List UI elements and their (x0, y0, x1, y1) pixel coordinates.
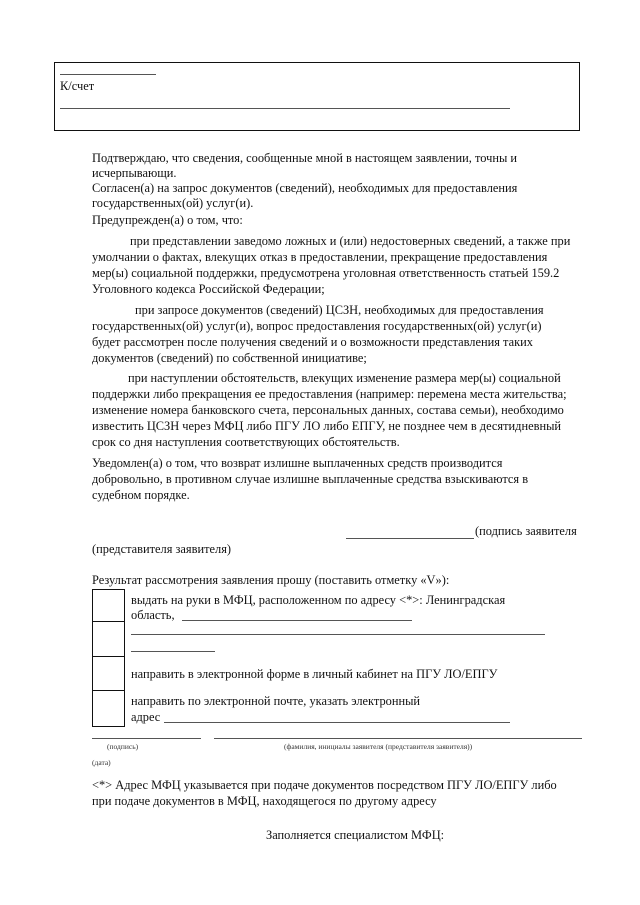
note-line-2: при подаче документов в МФЦ, находящегося по другому адресу (92, 794, 437, 808)
account-box (54, 62, 580, 131)
account-line-top (60, 74, 156, 75)
footer-date-line[interactable] (500, 738, 582, 739)
account-number-line[interactable] (60, 108, 510, 109)
footer-signature-caption: (подпись) (107, 742, 139, 751)
checkbox-hand-delivery[interactable] (92, 589, 125, 622)
signature-label-2: (представителя заявителя) (92, 542, 232, 556)
option-hand-delivery-line-2: область, (131, 608, 175, 622)
warning-1-line-4: Уголовного кодекса Российской Федерации; (92, 282, 325, 296)
warned-heading: Предупрежден(а) о том, что: (92, 213, 243, 227)
warning-3-line-3: изменение номера банковского счета, персональных данных, состава семьи), необходимо (92, 403, 564, 417)
notified-line-3: судебном порядке. (92, 488, 190, 502)
mfc-address-line-1[interactable] (182, 620, 412, 621)
applicant-signature-line[interactable] (346, 538, 474, 539)
checkbox-personal-cabinet[interactable] (92, 656, 125, 691)
warning-1-line-3: мер(ы) социальной поддержки, предусмотрена уголовная ответственность статьей 159.2 (92, 266, 560, 280)
mfc-address-line-3[interactable] (131, 651, 215, 652)
warning-2-line-3: будет рассмотрен после получения сведений и о возможности представления таких (92, 335, 533, 349)
warning-2-line-2: государственных(ой) услуг(и), вопрос предоставления государственных(ой) услуг(и) (92, 319, 542, 333)
warning-3-line-2: поддержки либо прекращения ее предоставления (например: перемена места жительства; (92, 387, 567, 401)
footer-signature-line[interactable] (92, 738, 201, 739)
warning-2-line-1: при запросе документов (сведений) ЦСЗН, необходимых для предоставления (135, 303, 544, 317)
warning-3-line-4: известить ЦСЗН через МФЦ либо ПГУ ЛО либо ЕПГУ, не позднее чем в десятидневный (92, 419, 562, 433)
notified-line-1: Уведомлен(а) о том, что возврат излишне выплаченных средств производится (92, 456, 503, 470)
option-hand-delivery-line-1: выдать на руки в МФЦ, расположенном по адресу <*>: Ленинградская (131, 593, 506, 607)
note-line-1: <*> Адрес МФЦ указывается при подаче документов посредством ПГУ ЛО/ЕПГУ либо (92, 778, 557, 792)
option-personal-cabinet: направить в электронной форме в личный кабинет на ПГУ ЛО/ЕПГУ (131, 667, 498, 681)
warning-3-line-5: срок со дня наступления соответствующих обстоятельств. (92, 435, 400, 449)
confirm-line-1: Подтверждаю, что сведения, сообщенные мной в настоящем заявлении, точны и (92, 151, 518, 165)
option-email-line-1: направить по электронной почте, указать электронный (131, 694, 421, 708)
consent-line-2: государственных(ой) услуг(и). (92, 196, 254, 210)
footer-name-line[interactable] (214, 738, 500, 739)
warning-1-line-2: умолчании о фактах, влекущих отказ в предоставлении, прекращение предоставления (92, 250, 548, 264)
signature-label: (подпись заявителя (475, 524, 577, 538)
email-address-line[interactable] (164, 722, 510, 723)
result-heading: Результат рассмотрения заявления прошу (поставить отметку «V»): (92, 573, 450, 587)
confirm-line-2: исчерпывающи. (92, 166, 177, 180)
mfc-specialist-heading: Заполняется специалистом МФЦ: (266, 828, 445, 842)
notified-line-2: добровольно, в противном случае излишне выплаченные средства взыскиваются в (92, 472, 529, 486)
option-email-line-2: адрес (131, 710, 161, 724)
warning-1-line-1: при представлении заведомо ложных и (или) недостоверных сведений, а также при (130, 234, 571, 248)
checkbox-hand-delivery-extra[interactable] (92, 621, 125, 657)
footer-date-caption: (дата) (92, 758, 111, 767)
consent-line-1: Согласен(а) на запрос документов (сведений), необходимых для предоставления (92, 181, 518, 195)
account-label: К/счет (60, 79, 95, 93)
warning-2-line-4: документов (сведений) по собственной инициативе; (92, 351, 367, 365)
footer-name-caption: (фамилия, инициалы заявителя (представителя заявителя)) (284, 742, 473, 751)
warning-3-line-1: при наступлении обстоятельств, влекущих изменение размера мер(ы) социальной (128, 371, 561, 385)
checkbox-email[interactable] (92, 690, 125, 727)
mfc-address-line-2[interactable] (131, 634, 545, 635)
